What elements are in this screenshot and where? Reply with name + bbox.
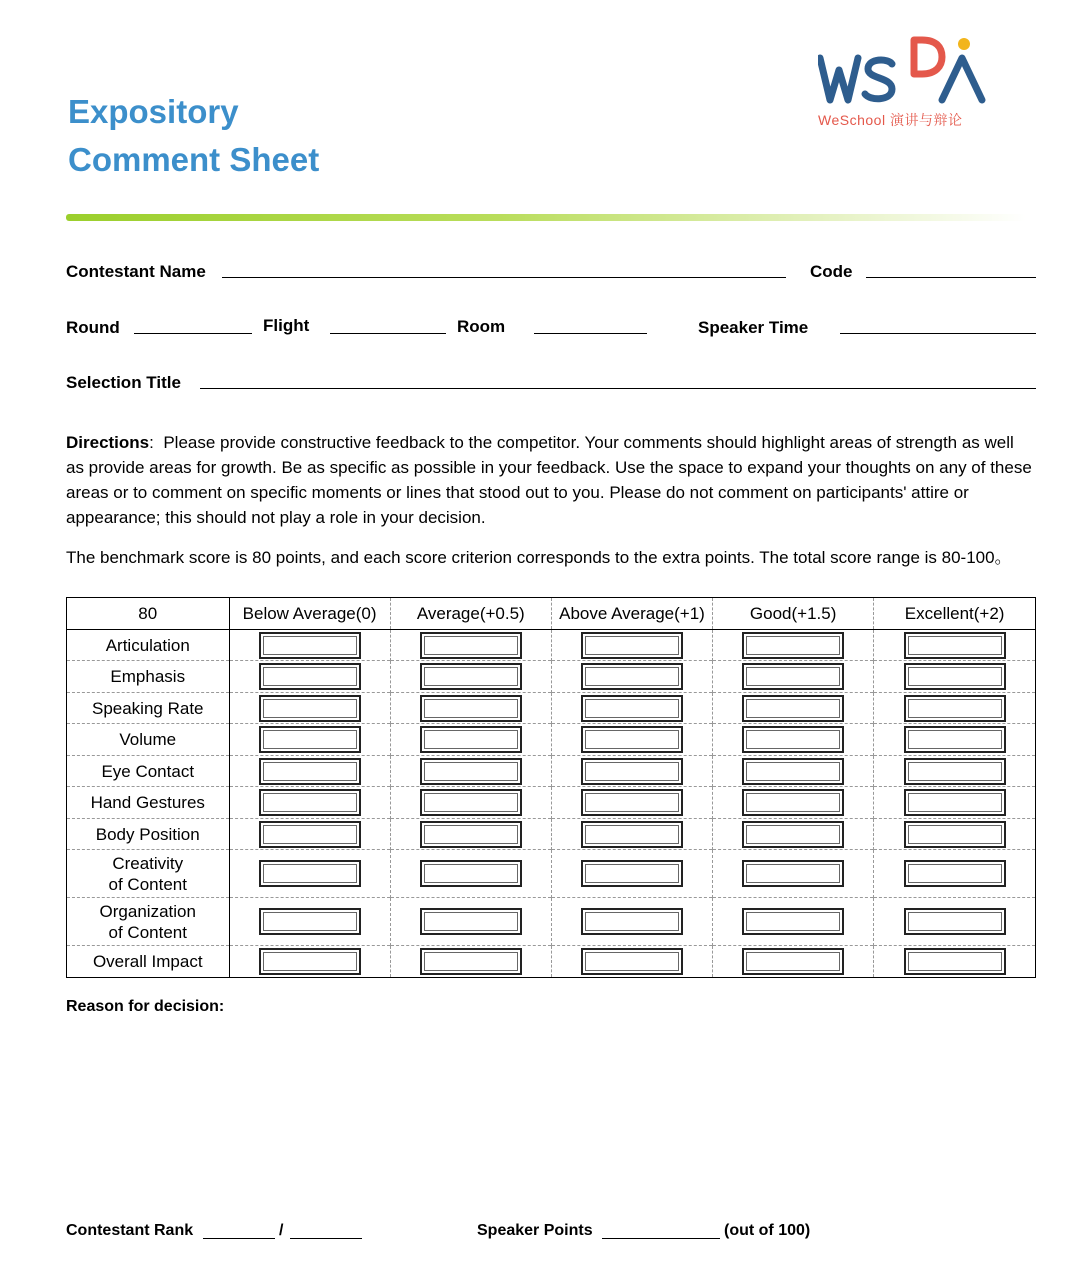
score-cell [390,661,551,692]
score-cell [551,898,712,946]
speaker-time-label: Speaker Time [698,318,809,337]
table-row [67,850,1035,898]
score-box[interactable] [581,726,683,753]
table-row [67,724,1035,755]
speaker-time-field[interactable] [840,333,1036,334]
score-cell [551,724,712,755]
logo-mark [818,36,988,106]
score-box[interactable] [581,663,683,690]
reason-label: Reason for decision: [66,998,225,1015]
score-box[interactable] [742,821,844,848]
score-cell [551,630,712,661]
score-cell [713,692,874,723]
score-box[interactable] [420,632,522,659]
score-box[interactable] [904,726,1006,753]
score-box[interactable] [259,632,361,659]
score-box[interactable] [581,789,683,816]
score-box[interactable] [420,908,522,935]
score-cell [390,945,551,977]
score-box[interactable] [904,632,1006,659]
score-box[interactable] [420,726,522,753]
contestant-rank-label: Contestant Rank [66,1222,194,1239]
criterion-cell [67,818,229,849]
wsda-logo [818,36,988,132]
criterion-cell [67,898,229,946]
criterion-label: Organization [99,901,196,921]
score-cell [874,818,1035,849]
score-box[interactable] [259,948,361,975]
speaker-points-label: Speaker Points [477,1222,593,1239]
score-table [66,597,1036,978]
score-box[interactable] [259,726,361,753]
score-cell [713,898,874,946]
col-header: Above Average(+1) [551,598,712,630]
table-row [67,945,1035,977]
criterion-label: Volume [119,730,177,750]
score-cell [874,661,1035,692]
score-box[interactable] [259,789,361,816]
table-row [67,661,1035,692]
score-cell [229,787,390,818]
col-header: Below Average(0) [229,598,390,630]
score-cell [390,692,551,723]
score-cell [229,755,390,786]
score-cell [713,661,874,692]
flight-field[interactable] [330,333,446,334]
score-box[interactable] [259,758,361,785]
rank-field[interactable] [203,1238,275,1239]
logo-subtitle: WeSchool 演讲与辩论 [818,112,963,128]
criterion-label: Overall Impact [92,951,203,971]
score-cell [229,630,390,661]
criterion-label: Emphasis [110,667,186,687]
score-box[interactable] [904,663,1006,690]
room-field[interactable] [534,333,647,334]
score-cell [874,692,1035,723]
score-box[interactable] [259,663,361,690]
round-label: Round [66,318,120,337]
criterion-label: Eye Contact [101,761,195,781]
score-cell [874,850,1035,898]
score-box[interactable] [581,948,683,975]
score-box[interactable] [742,695,844,722]
benchmark-note: The benchmark score is 80 points, and each score criterion corresponds to the extra points. The total score range is 80-100。 [66,548,1012,567]
selection-title-field[interactable] [200,388,1036,389]
score-box[interactable] [581,821,683,848]
room-label: Room [457,317,506,336]
corner-cell: 80 [67,598,229,630]
score-box[interactable] [420,758,522,785]
score-box[interactable] [742,860,844,887]
reason-area[interactable] [66,1025,1036,1200]
col-header: Good(+1.5) [713,598,874,630]
score-cell [713,818,874,849]
score-cell [229,898,390,946]
out-of-label: (out of 100) [724,1222,811,1239]
directions-paragraph [66,430,1036,530]
score-box[interactable] [581,860,683,887]
criterion-cell [67,755,229,786]
score-box[interactable] [581,758,683,785]
score-cell [229,945,390,977]
score-cell [229,724,390,755]
directions-text: Please provide constructive feedback to the competitor. Your comments should highlight areas of strength as well as provide areas for growth. Be as specific as possible in your feedback. Use the space to expand your thoughts on any of these areas or to comment on specific moments or lines that stood out to you. Please do not comment on participants' attire or appearance; this should not play a role in your decision. [66,433,1032,527]
header-divider [66,214,1026,221]
score-cell [874,630,1035,661]
score-cell [551,818,712,849]
score-box[interactable] [259,695,361,722]
score-box[interactable] [581,695,683,722]
criterion-label: Hand Gestures [90,793,205,813]
table-row [67,630,1035,661]
score-cell [713,787,874,818]
col-header: Excellent(+2) [874,598,1035,630]
score-box[interactable] [742,789,844,816]
score-cell [229,661,390,692]
score-cell [551,755,712,786]
criterion-cell [67,661,229,692]
selection-title-label: Selection Title [66,373,181,392]
score-box[interactable] [259,860,361,887]
score-cell [551,661,712,692]
title-line-2: Comment Sheet [68,141,320,178]
page-title [68,88,319,184]
score-box[interactable] [904,758,1006,785]
table-row [67,692,1035,723]
score-cell [551,945,712,977]
table-row [67,787,1035,818]
round-field[interactable] [134,333,252,334]
score-box[interactable] [904,821,1006,848]
directions-label: Directions [66,433,150,452]
criterion-cell [67,630,229,661]
score-cell [874,755,1035,786]
criterion-cell [67,787,229,818]
score-box[interactable] [581,632,683,659]
criterion-cell [67,850,229,898]
score-box[interactable] [420,695,522,722]
score-cell [390,755,551,786]
score-cell [390,787,551,818]
table-row [67,755,1035,786]
score-box[interactable] [581,908,683,935]
rank-total-field[interactable] [290,1238,362,1239]
code-label: Code [810,262,853,281]
contestant-name-label: Contestant Name [66,262,206,281]
score-box[interactable] [420,663,522,690]
score-cell [390,724,551,755]
score-cell [551,787,712,818]
score-box[interactable] [259,821,361,848]
criterion-label: Speaking Rate [91,698,204,718]
score-cell [874,724,1035,755]
score-box[interactable] [904,695,1006,722]
score-box[interactable] [742,908,844,935]
score-cell [874,945,1035,977]
criterion-label: Body Position [95,824,200,844]
score-cell [874,898,1035,946]
score-box[interactable] [904,789,1006,816]
score-cell [229,692,390,723]
table-header-row [67,598,1035,630]
score-cell [551,692,712,723]
table-row [67,818,1035,849]
score-box[interactable] [904,908,1006,935]
score-box[interactable] [742,758,844,785]
rank-separator: / [279,1222,284,1239]
score-cell [229,818,390,849]
criterion-label-line2: of Content [108,922,187,942]
score-box[interactable] [904,860,1006,887]
flight-label: Flight [263,316,310,335]
score-box[interactable] [420,860,522,887]
score-cell [713,945,874,977]
score-cell [551,850,712,898]
table-row [67,898,1035,946]
criterion-cell [67,945,229,977]
criterion-cell [67,692,229,723]
criterion-label: Articulation [105,635,190,655]
score-box[interactable] [742,948,844,975]
score-box[interactable] [420,948,522,975]
score-box[interactable] [420,789,522,816]
criterion-label: Creativity [112,853,184,873]
criterion-cell [67,724,229,755]
score-cell [390,630,551,661]
directions-separator: : [149,433,154,452]
score-cell [229,850,390,898]
score-box[interactable] [259,908,361,935]
score-cell [390,898,551,946]
speaker-points-field[interactable] [602,1238,720,1239]
score-box[interactable] [742,632,844,659]
title-line-1: Expository [68,93,239,130]
score-cell [713,630,874,661]
contestant-name-field[interactable] [222,277,786,278]
score-cell [874,787,1035,818]
score-cell [713,755,874,786]
col-header: Average(+0.5) [390,598,551,630]
score-cell [390,850,551,898]
score-cell [713,724,874,755]
score-box[interactable] [904,948,1006,975]
score-box[interactable] [742,663,844,690]
code-field[interactable] [866,277,1036,278]
score-box[interactable] [742,726,844,753]
score-grid [67,598,1035,977]
score-cell [390,818,551,849]
criterion-label-line2: of Content [108,874,187,894]
score-box[interactable] [420,821,522,848]
score-cell [713,850,874,898]
